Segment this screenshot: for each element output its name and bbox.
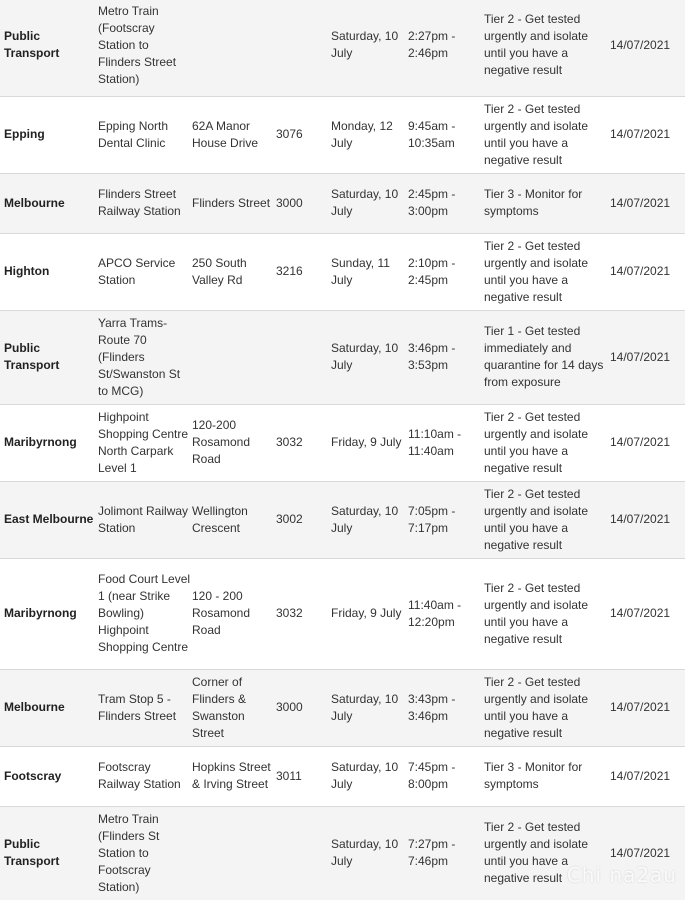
cell-postcode: 3002 — [276, 481, 329, 558]
cell-published: 14/07/2021 — [610, 669, 685, 746]
cell-suburb: Maribyrnong — [0, 558, 97, 669]
cell-suburb: East Melbourne — [0, 481, 97, 558]
cell-site: Highpoint Shopping Centre North Carpark Level 1 — [97, 404, 192, 481]
cell-time: 11:10am - 11:40am — [408, 404, 483, 481]
cell-published: 14/07/2021 — [610, 404, 685, 481]
table-row — [0, 233, 685, 310]
cell-health-advice: Tier 2 - Get tested urgently and isolate until you have a negative result — [483, 0, 610, 96]
cell-address: Wellington Crescent — [192, 481, 276, 558]
cell-site: APCO Service Station — [97, 233, 192, 310]
cell-time: 3:46pm - 3:53pm — [408, 310, 483, 404]
cell-site: Flinders Street Railway Station — [97, 173, 192, 233]
cell-date: Friday, 9 July — [329, 558, 408, 669]
cell-date: Saturday, 10 July — [329, 669, 408, 746]
cell-health-advice: Tier 3 - Monitor for symptoms — [483, 746, 610, 806]
cell-suburb: Highton — [0, 233, 97, 310]
cell-address: 120 - 200 Rosamond Road — [192, 558, 276, 669]
table-row — [0, 96, 685, 173]
cell-health-advice: Tier 2 - Get tested urgently and isolate until you have a negative result — [483, 669, 610, 746]
cell-postcode: 3000 — [276, 669, 329, 746]
cell-date: Saturday, 10 July — [329, 746, 408, 806]
cell-date: Saturday, 10 July — [329, 0, 408, 96]
table-row — [0, 746, 685, 806]
table-row — [0, 404, 685, 481]
cell-site: Jolimont Railway Station — [97, 481, 192, 558]
cell-suburb: Public Transport — [0, 0, 97, 96]
cell-address — [192, 0, 276, 96]
cell-postcode: 3216 — [276, 233, 329, 310]
table-row — [0, 481, 685, 558]
cell-suburb: Maribyrnong — [0, 404, 97, 481]
cell-postcode: 3032 — [276, 558, 329, 669]
cell-postcode — [276, 806, 329, 900]
cell-published: 14/07/2021 — [610, 0, 685, 96]
table-row — [0, 558, 685, 669]
table-row — [0, 310, 685, 404]
cell-health-advice: Tier 2 - Get tested urgently and isolate until you have a negative result — [483, 233, 610, 310]
cell-health-advice: Tier 2 - Get tested urgently and isolate until you have a negative result — [483, 806, 610, 900]
cell-published: 14/07/2021 — [610, 96, 685, 173]
cell-address: Hopkins Street & Irving Street — [192, 746, 276, 806]
cell-published: 14/07/2021 — [610, 233, 685, 310]
table-row — [0, 0, 685, 96]
cell-published: 14/07/2021 — [610, 746, 685, 806]
cell-published: 14/07/2021 — [610, 173, 685, 233]
cell-date: Saturday, 10 July — [329, 173, 408, 233]
cell-postcode: 3000 — [276, 173, 329, 233]
cell-health-advice: Tier 2 - Get tested urgently and isolate until you have a negative result — [483, 404, 610, 481]
cell-time: 2:45pm - 3:00pm — [408, 173, 483, 233]
cell-date: Friday, 9 July — [329, 404, 408, 481]
cell-date: Sunday, 11 July — [329, 233, 408, 310]
cell-site: Epping North Dental Clinic — [97, 96, 192, 173]
cell-time: 3:43pm - 3:46pm — [408, 669, 483, 746]
cell-site: Yarra Trams- Route 70 (Flinders St/Swanston St to MCG) — [97, 310, 192, 404]
cell-health-advice: Tier 2 - Get tested urgently and isolate until you have a negative result — [483, 481, 610, 558]
cell-published: 14/07/2021 — [610, 481, 685, 558]
cell-address: Flinders Street — [192, 173, 276, 233]
cell-date: Monday, 12 July — [329, 96, 408, 173]
cell-site: Tram Stop 5 - Flinders Street — [97, 669, 192, 746]
table-row — [0, 669, 685, 746]
cell-date: Saturday, 10 July — [329, 806, 408, 900]
cell-site: Metro Train (Flinders St Station to Footscray Station) — [97, 806, 192, 900]
cell-address — [192, 806, 276, 900]
cell-postcode — [276, 0, 329, 96]
watermark-text: Chi na2au — [566, 863, 677, 887]
cell-published: 14/07/2021 — [610, 806, 685, 900]
cell-time: 11:40am - 12:20pm — [408, 558, 483, 669]
cell-time: 7:45pm - 8:00pm — [408, 746, 483, 806]
cell-time: 7:27pm - 7:46pm — [408, 806, 483, 900]
cell-time: 2:10pm - 2:45pm — [408, 233, 483, 310]
cell-published: 14/07/2021 — [610, 558, 685, 669]
cell-postcode: 3076 — [276, 96, 329, 173]
cell-postcode: 3011 — [276, 746, 329, 806]
cell-postcode: 3032 — [276, 404, 329, 481]
cell-time: 9:45am - 10:35am — [408, 96, 483, 173]
cell-site: Footscray Railway Station — [97, 746, 192, 806]
cell-address: Corner of Flinders & Swanston Street — [192, 669, 276, 746]
cell-address: 62A Manor House Drive — [192, 96, 276, 173]
cell-health-advice: Tier 3 - Monitor for symptoms — [483, 173, 610, 233]
cell-suburb: Public Transport — [0, 806, 97, 900]
cell-site: Food Court Level 1 (near Strike Bowling) Highpoint Shopping Centre — [97, 558, 192, 669]
cell-address: 120-200 Rosamond Road — [192, 404, 276, 481]
cell-suburb: Public Transport — [0, 310, 97, 404]
cell-site: Metro Train (Footscray Station to Flinders Street Station) — [97, 0, 192, 96]
cell-address: 250 South Valley Rd — [192, 233, 276, 310]
cell-suburb: Melbourne — [0, 173, 97, 233]
cell-date: Saturday, 10 July — [329, 310, 408, 404]
cell-suburb: Epping — [0, 96, 97, 173]
cell-suburb: Footscray — [0, 746, 97, 806]
table-row — [0, 173, 685, 233]
cell-health-advice: Tier 1 - Get tested immediately and quarantine for 14 days from exposure — [483, 310, 610, 404]
cell-address — [192, 310, 276, 404]
cell-health-advice: Tier 2 - Get tested urgently and isolate until you have a negative result — [483, 96, 610, 173]
cell-date: Saturday, 10 July — [329, 481, 408, 558]
cell-postcode — [276, 310, 329, 404]
cell-time: 7:05pm - 7:17pm — [408, 481, 483, 558]
cell-health-advice: Tier 2 - Get tested urgently and isolate until you have a negative result — [483, 558, 610, 669]
cell-published: 14/07/2021 — [610, 310, 685, 404]
cell-time: 2:27pm - 2:46pm — [408, 0, 483, 96]
cell-suburb: Melbourne — [0, 669, 97, 746]
